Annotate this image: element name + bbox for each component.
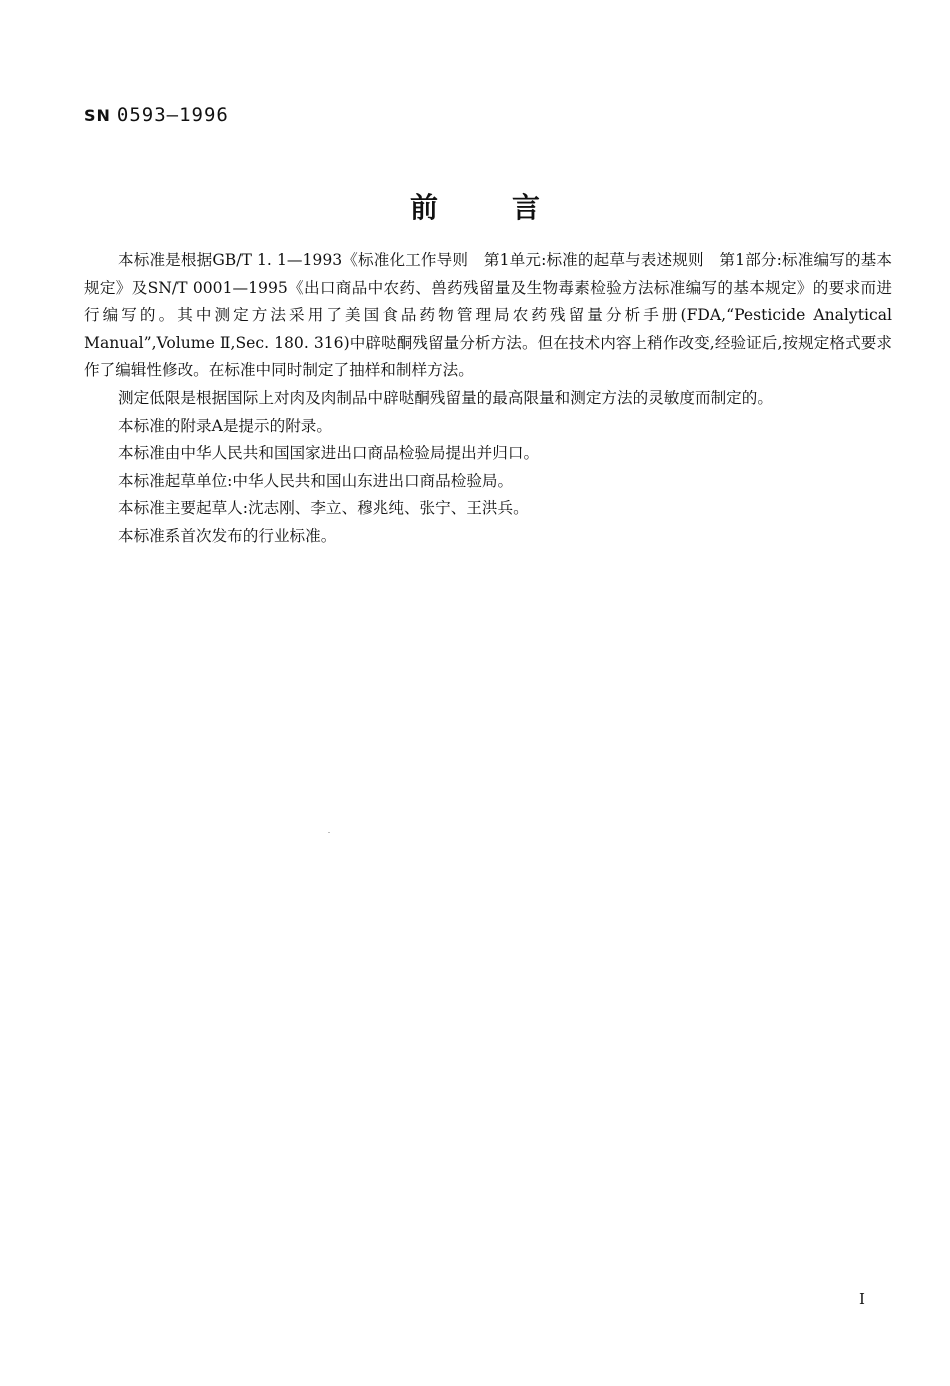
paragraph-appendix: 本标准的附录A是提示的附录。 [118,416,332,435]
paragraph-basis: 本标准是根据GB/T 1. 1—1993《标准化工作导则 第1单元:标准的起草与表述规则 第1部分:标准编写的基本规定》及SN/T 0001—1995《出口商品中农药、兽药残留量及生物毒素检验方法标准编写的基本规定》的要求而进行编写的。其中测定方法采用了美国食品药物管理局农药残留量分析手册(FDA,“Pesticide Analytical Manual”,Volume Ⅱ,Sec. 180. 316)中辟哒酮残留量分析方法。但在技术内容上稍作改变,经验证后,按规定格式要求作了编辑性修改。在标准中同时制定了抽样和制样方法。 [84,251,892,380]
paragraph-detection-limit: 测定低限是根据国际上对肉及肉制品中辟哒酮残留量的最高限量和测定方法的灵敏度而制定的。 [118,388,773,407]
paragraph-proposer: 本标准由中华人民共和国国家进出口商品检验局提出并归口。 [118,444,540,463]
page-number: I [859,1290,865,1308]
foreword-title: 前言 [409,191,614,224]
standard-number: 0593—1996 [116,104,229,126]
standard-prefix: SN [84,106,111,125]
paragraph-drafters: 本标准主要起草人:沈志刚、李立、穆兆纯、张宁、王洪兵。 [118,499,529,518]
foreword-body [84,247,892,551]
paragraph-first-issue: 本标准系首次发布的行业标准。 [118,526,337,545]
standard-code [84,104,229,126]
paragraph-drafting-unit: 本标准起草单位:中华人民共和国山东进出口商品检验局。 [118,471,514,490]
scan-speck [328,832,330,833]
